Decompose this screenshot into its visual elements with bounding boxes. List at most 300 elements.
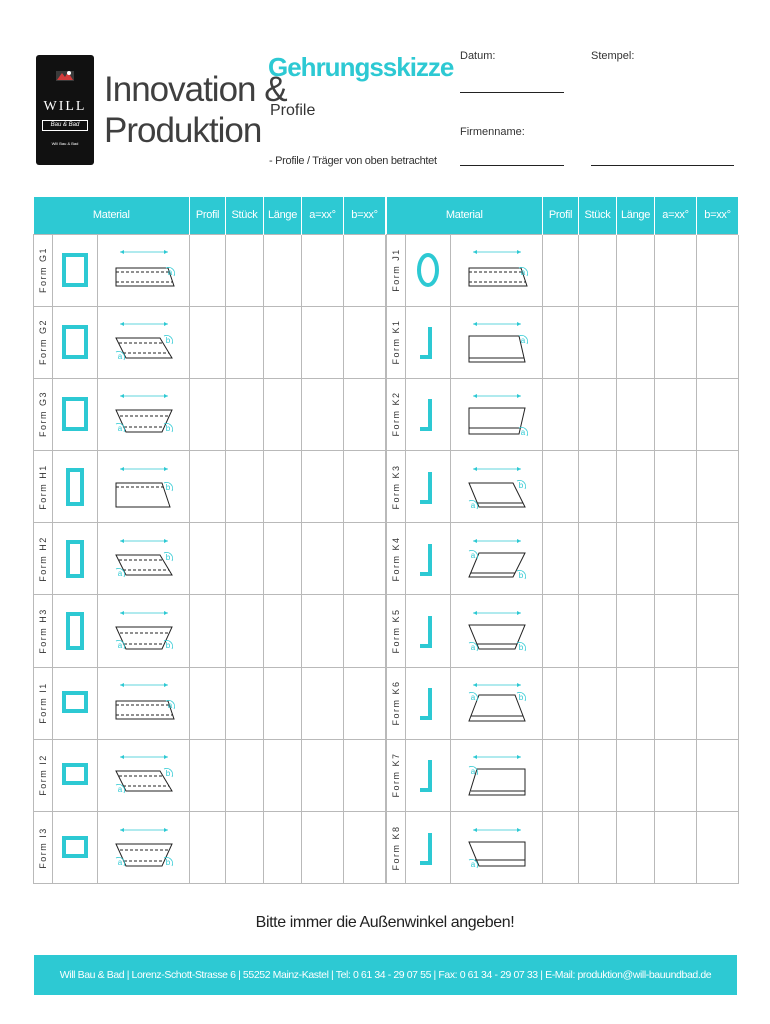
sketch-cell	[98, 812, 190, 884]
b-angle-input-cell[interactable]	[697, 595, 739, 667]
miter-sketch-diagram	[112, 318, 176, 366]
angle-a-marker	[469, 859, 478, 869]
laenge-input-cell[interactable]	[617, 451, 655, 523]
form-label-cell	[387, 739, 406, 811]
b-angle-input-cell[interactable]	[697, 234, 739, 306]
laenge-input-cell[interactable]	[617, 523, 655, 595]
svg-text:b: b	[518, 480, 523, 490]
b-angle-input-cell[interactable]	[344, 451, 386, 523]
svg-text:a: a	[470, 693, 475, 703]
svg-text:b: b	[165, 552, 170, 562]
a-angle-input-cell[interactable]	[302, 306, 344, 378]
profile-shape-cell	[53, 739, 98, 811]
stueck-input-cell[interactable]	[579, 234, 617, 306]
laenge-input-cell[interactable]	[264, 812, 302, 884]
a-angle-input-cell[interactable]	[302, 523, 344, 595]
stueck-input-cell[interactable]	[226, 595, 264, 667]
laenge-input-cell[interactable]	[264, 378, 302, 450]
stueck-input-cell[interactable]	[226, 378, 264, 450]
angle-a-marker	[469, 693, 478, 703]
sketch-cell	[98, 739, 190, 811]
length-arrow	[120, 539, 168, 543]
logo-emblem-icon	[54, 67, 76, 85]
form-label-cell	[34, 523, 53, 595]
form-label: Form K5	[391, 608, 401, 654]
length-arrow	[120, 828, 168, 832]
stueck-input-cell[interactable]	[579, 812, 617, 884]
profil-input-cell[interactable]	[190, 234, 226, 306]
svg-text:b: b	[518, 643, 523, 653]
profile-shape-cell	[406, 523, 451, 595]
profil-input-cell[interactable]	[190, 812, 226, 884]
laenge-input-cell[interactable]	[617, 739, 655, 811]
stueck-input-cell[interactable]	[579, 595, 617, 667]
svg-text:a: a	[470, 643, 475, 653]
profil-input-cell[interactable]	[543, 234, 579, 306]
profile-shape-cell	[406, 739, 451, 811]
form-row	[34, 451, 386, 523]
miter-sketch-diagram	[465, 751, 529, 799]
angle-b-marker	[517, 480, 526, 490]
angle-a-marker	[519, 336, 528, 346]
svg-text:a: a	[167, 701, 172, 711]
sketch-cell	[98, 451, 190, 523]
svg-text:a: a	[117, 857, 122, 867]
form-label: Form I1	[38, 682, 48, 724]
svg-text:a: a	[117, 785, 122, 795]
svg-text:b: b	[165, 424, 170, 434]
form-label-cell	[34, 595, 53, 667]
stueck-input-cell[interactable]	[226, 739, 264, 811]
b-angle-input-cell[interactable]	[697, 812, 739, 884]
form-row	[387, 234, 739, 306]
svg-text:a: a	[520, 428, 525, 438]
col-material: Material	[34, 197, 190, 234]
stueck-input-cell[interactable]	[579, 378, 617, 450]
col-a-angle: a=xx°	[655, 197, 697, 234]
sketch-cell	[451, 378, 543, 450]
profil-input-cell[interactable]	[543, 451, 579, 523]
profil-input-cell[interactable]	[190, 739, 226, 811]
profil-input-cell[interactable]	[543, 595, 579, 667]
form-label: Form G3	[38, 391, 48, 438]
svg-text:b: b	[165, 857, 170, 867]
profile-wide-icon	[56, 827, 94, 869]
b-angle-input-cell[interactable]	[697, 667, 739, 739]
profil-input-cell[interactable]	[190, 667, 226, 739]
miter-sketch-diagram	[112, 463, 176, 511]
firmenname-label: Firmenname:	[460, 126, 525, 138]
miter-sketch-diagram	[465, 390, 529, 438]
form-label-cell	[387, 378, 406, 450]
b-angle-input-cell[interactable]	[344, 739, 386, 811]
length-arrow	[473, 322, 521, 326]
page-subtitle: Profile	[270, 102, 316, 119]
view-note: - Profile / Träger von oben betrachtet	[269, 155, 437, 167]
profile-shape-cell	[53, 595, 98, 667]
profile-tall-icon	[56, 538, 94, 580]
a-angle-input-cell[interactable]	[655, 523, 697, 595]
profile-angle-icon	[409, 321, 447, 363]
firmenname-field[interactable]	[460, 165, 564, 166]
angle-b-marker	[517, 642, 526, 652]
form-label-cell	[387, 234, 406, 306]
form-label-cell	[387, 595, 406, 667]
a-angle-input-cell[interactable]	[302, 595, 344, 667]
left-table	[33, 197, 386, 884]
miter-sketch-diagram	[465, 463, 529, 511]
form-label-cell	[34, 234, 53, 306]
form-label-cell	[387, 523, 406, 595]
stueck-input-cell[interactable]	[579, 306, 617, 378]
col-profil: Profil	[543, 197, 579, 234]
angle-b-marker	[164, 482, 173, 492]
form-row	[34, 595, 386, 667]
b-angle-input-cell[interactable]	[697, 306, 739, 378]
profile-shape-cell	[53, 378, 98, 450]
form-label: Form K3	[391, 464, 401, 510]
form-row	[387, 451, 739, 523]
form-row	[34, 523, 386, 595]
miter-sketch-diagram	[112, 246, 176, 294]
profile-tall-icon	[56, 466, 94, 508]
svg-text:b: b	[518, 693, 523, 703]
b-angle-input-cell[interactable]	[344, 812, 386, 884]
profil-input-cell[interactable]	[190, 378, 226, 450]
angle-b-marker	[164, 424, 173, 434]
laenge-input-cell[interactable]	[264, 667, 302, 739]
footer-bar: Will Bau & Bad | Lorenz-Schott-Strasse 6 | 55252 Mainz-Kastel | Tel: 0 61 34 - 29 07 55 | Fax: 0 61 34 - 29 07 33 | E-Mail: produktion@will-bauundbad.de	[34, 955, 737, 995]
sketch-cell	[98, 306, 190, 378]
svg-text:b: b	[165, 641, 170, 651]
col-laenge: Länge	[617, 197, 655, 234]
sketch-cell	[98, 234, 190, 306]
profil-input-cell[interactable]	[190, 595, 226, 667]
miter-sketch-diagram	[112, 751, 176, 799]
a-angle-input-cell[interactable]	[302, 812, 344, 884]
profile-wide-icon	[56, 682, 94, 724]
form-row	[34, 739, 386, 811]
angle-b-marker	[164, 769, 173, 779]
svg-text:a: a	[520, 268, 525, 278]
laenge-input-cell[interactable]	[264, 523, 302, 595]
profile-shape-cell	[406, 451, 451, 523]
form-row	[387, 667, 739, 739]
length-arrow	[473, 611, 521, 615]
length-arrow	[473, 683, 521, 687]
miter-sketch-diagram	[465, 679, 529, 727]
angle-a-marker	[166, 268, 175, 278]
angle-b-marker	[517, 693, 526, 703]
profile-shape-cell	[406, 812, 451, 884]
form-label-cell	[34, 451, 53, 523]
form-label-cell	[387, 306, 406, 378]
brand-line-1: Innovation &	[104, 70, 287, 109]
laenge-input-cell[interactable]	[617, 378, 655, 450]
sketch-cell	[98, 523, 190, 595]
length-arrow	[120, 467, 168, 471]
a-angle-input-cell[interactable]	[655, 451, 697, 523]
svg-text:a: a	[117, 352, 122, 362]
profil-input-cell[interactable]	[543, 812, 579, 884]
form-label: Form H3	[38, 608, 48, 654]
profile-square-icon	[56, 393, 94, 435]
profile-shape-cell	[406, 306, 451, 378]
form-row	[34, 234, 386, 306]
stueck-input-cell[interactable]	[579, 451, 617, 523]
length-arrow	[473, 250, 521, 254]
form-label-cell	[34, 667, 53, 739]
sketch-cell	[98, 667, 190, 739]
a-angle-input-cell[interactable]	[302, 234, 344, 306]
miter-sketch-diagram	[465, 607, 529, 655]
miter-sketch-diagram	[112, 679, 176, 727]
sketch-cell	[451, 595, 543, 667]
angle-b-marker	[517, 570, 526, 580]
stueck-input-cell[interactable]	[226, 667, 264, 739]
length-arrow	[120, 394, 168, 398]
length-arrow	[120, 683, 168, 687]
form-label: Form K6	[391, 680, 401, 726]
stueck-input-cell[interactable]	[226, 812, 264, 884]
form-label: Form K2	[391, 391, 401, 437]
laenge-input-cell[interactable]	[264, 306, 302, 378]
b-angle-input-cell[interactable]	[344, 523, 386, 595]
left-header-row	[34, 197, 386, 234]
angle-a-marker	[519, 428, 528, 438]
b-angle-input-cell[interactable]	[697, 739, 739, 811]
a-angle-input-cell[interactable]	[655, 378, 697, 450]
logo-subtext: Will Bau & Bad	[51, 141, 79, 146]
order-grid	[33, 197, 738, 884]
sketch-cell	[98, 378, 190, 450]
col-b-angle: b=xx°	[697, 197, 739, 234]
profil-input-cell[interactable]	[543, 378, 579, 450]
svg-text:a: a	[470, 550, 475, 560]
angle-b-marker	[164, 640, 173, 650]
angle-b-marker	[164, 336, 173, 346]
logo-name: WILL	[43, 99, 87, 114]
stueck-input-cell[interactable]	[579, 667, 617, 739]
form-label-cell	[387, 667, 406, 739]
profil-input-cell[interactable]	[190, 451, 226, 523]
angle-b-marker	[164, 857, 173, 867]
sketch-cell	[451, 306, 543, 378]
profil-input-cell[interactable]	[543, 667, 579, 739]
sketch-cell	[98, 595, 190, 667]
length-arrow	[473, 828, 521, 832]
laenge-input-cell[interactable]	[617, 234, 655, 306]
profile-angle-icon	[409, 827, 447, 869]
form-row	[387, 595, 739, 667]
miter-sketch-diagram	[465, 246, 529, 294]
length-arrow	[473, 394, 521, 398]
sketch-cell	[451, 667, 543, 739]
laenge-input-cell[interactable]	[617, 306, 655, 378]
col-a-angle: a=xx°	[302, 197, 344, 234]
profil-input-cell[interactable]	[543, 739, 579, 811]
profile-shape-cell	[406, 595, 451, 667]
company-logo	[36, 55, 94, 165]
profile-square-icon	[56, 249, 94, 291]
logo-tagline: Bau & Bad	[42, 120, 88, 131]
form-label-cell	[34, 812, 53, 884]
profil-input-cell[interactable]	[190, 306, 226, 378]
form-label: Form K7	[391, 752, 401, 798]
b-angle-input-cell[interactable]	[344, 306, 386, 378]
a-angle-input-cell[interactable]	[655, 306, 697, 378]
angle-a-marker	[166, 701, 175, 711]
form-label-cell	[34, 306, 53, 378]
laenge-input-cell[interactable]	[617, 595, 655, 667]
svg-text:a: a	[167, 268, 172, 278]
miter-sketch-diagram	[465, 318, 529, 366]
a-angle-input-cell[interactable]	[655, 739, 697, 811]
laenge-input-cell[interactable]	[617, 667, 655, 739]
angle-a-marker	[469, 500, 478, 510]
form-label-cell	[387, 451, 406, 523]
form-row	[34, 306, 386, 378]
profile-shape-cell	[406, 378, 451, 450]
stueck-input-cell[interactable]	[579, 523, 617, 595]
stempel-label: Stempel:	[591, 50, 635, 62]
stueck-input-cell[interactable]	[226, 306, 264, 378]
profil-input-cell[interactable]	[543, 306, 579, 378]
profile-shape-cell	[53, 451, 98, 523]
sketch-cell	[451, 234, 543, 306]
profile-shape-cell	[406, 234, 451, 306]
a-angle-input-cell[interactable]	[302, 667, 344, 739]
profile-shape-cell	[53, 306, 98, 378]
profil-input-cell[interactable]	[190, 523, 226, 595]
col-profil: Profil	[190, 197, 226, 234]
right-table	[386, 197, 739, 884]
form-row	[387, 739, 739, 811]
col-b-angle: b=xx°	[344, 197, 386, 234]
length-arrow	[473, 467, 521, 471]
form-label: Form G2	[38, 319, 48, 366]
b-angle-input-cell[interactable]	[697, 451, 739, 523]
stempel-field[interactable]	[591, 165, 734, 166]
a-angle-input-cell[interactable]	[655, 595, 697, 667]
stueck-input-cell[interactable]	[226, 234, 264, 306]
svg-text:a: a	[117, 641, 122, 651]
stueck-input-cell[interactable]	[579, 739, 617, 811]
laenge-input-cell[interactable]	[617, 812, 655, 884]
profile-angle-icon	[409, 682, 447, 724]
miter-sketch-diagram	[112, 535, 176, 583]
angle-a-marker	[519, 268, 528, 278]
laenge-input-cell[interactable]	[264, 739, 302, 811]
col-stueck: Stück	[226, 197, 264, 234]
form-label: Form K8	[391, 825, 401, 871]
col-material: Material	[387, 197, 543, 234]
form-label: Form H1	[38, 463, 48, 510]
svg-text:b: b	[165, 482, 170, 492]
b-angle-input-cell[interactable]	[344, 667, 386, 739]
miter-sketch-diagram	[112, 390, 176, 438]
form-label: Form J1	[391, 248, 401, 292]
laenge-input-cell[interactable]	[264, 595, 302, 667]
stueck-input-cell[interactable]	[226, 523, 264, 595]
a-angle-input-cell[interactable]	[655, 234, 697, 306]
a-angle-input-cell[interactable]	[302, 451, 344, 523]
reminder-text: Bitte immer die Außenwinkel angeben!	[255, 914, 515, 931]
profil-input-cell[interactable]	[543, 523, 579, 595]
b-angle-input-cell[interactable]	[344, 595, 386, 667]
profile-angle-icon	[409, 466, 447, 508]
col-stueck: Stück	[579, 197, 617, 234]
miter-sketch-diagram	[465, 535, 529, 583]
page-title: Gehrungsskizze	[268, 52, 454, 82]
sketch-cell	[451, 812, 543, 884]
b-angle-input-cell[interactable]	[344, 234, 386, 306]
profile-shape-cell	[406, 667, 451, 739]
form-label-cell	[387, 812, 406, 884]
col-laenge: Länge	[264, 197, 302, 234]
svg-text:a: a	[520, 336, 525, 346]
form-label: Form H2	[38, 536, 48, 582]
datum-field[interactable]	[460, 92, 564, 93]
laenge-input-cell[interactable]	[264, 234, 302, 306]
profile-angle-icon	[409, 610, 447, 652]
form-label: Form K4	[391, 536, 401, 582]
length-arrow	[473, 539, 521, 543]
length-arrow	[120, 322, 168, 326]
sketch-cell	[451, 451, 543, 523]
profile-shape-cell	[53, 667, 98, 739]
a-angle-input-cell[interactable]	[655, 812, 697, 884]
stueck-input-cell[interactable]	[226, 451, 264, 523]
b-angle-input-cell[interactable]	[697, 378, 739, 450]
form-row	[34, 812, 386, 884]
svg-text:b: b	[165, 336, 170, 346]
form-label: Form K1	[391, 319, 401, 365]
profile-wide-icon	[56, 754, 94, 796]
a-angle-input-cell[interactable]	[302, 378, 344, 450]
right-header-row	[387, 197, 739, 234]
b-angle-input-cell[interactable]	[697, 523, 739, 595]
datum-label: Datum:	[460, 50, 496, 62]
profile-angle-icon	[409, 538, 447, 580]
form-label: Form G1	[38, 247, 48, 294]
form-row	[387, 523, 739, 595]
a-angle-input-cell[interactable]	[302, 739, 344, 811]
length-arrow	[473, 755, 521, 759]
profile-shape-cell	[53, 234, 98, 306]
profile-tall-icon	[56, 610, 94, 652]
length-arrow	[120, 755, 168, 759]
a-angle-input-cell[interactable]	[655, 667, 697, 739]
length-arrow	[120, 250, 168, 254]
form-label: Form I3	[38, 826, 48, 869]
length-arrow	[120, 611, 168, 615]
svg-text:a: a	[470, 767, 475, 777]
brand-line-2: Produktion	[104, 111, 262, 150]
miter-sketch-diagram	[112, 607, 176, 655]
angle-a-marker	[469, 642, 478, 652]
miter-sketch-diagram	[465, 824, 529, 872]
sketch-cell	[451, 523, 543, 595]
angle-b-marker	[164, 552, 173, 562]
profile-angle-icon	[409, 393, 447, 435]
svg-text:b: b	[165, 769, 170, 779]
form-row	[34, 667, 386, 739]
profile-shape-cell	[53, 812, 98, 884]
svg-text:b: b	[518, 570, 523, 580]
b-angle-input-cell[interactable]	[344, 378, 386, 450]
laenge-input-cell[interactable]	[264, 451, 302, 523]
